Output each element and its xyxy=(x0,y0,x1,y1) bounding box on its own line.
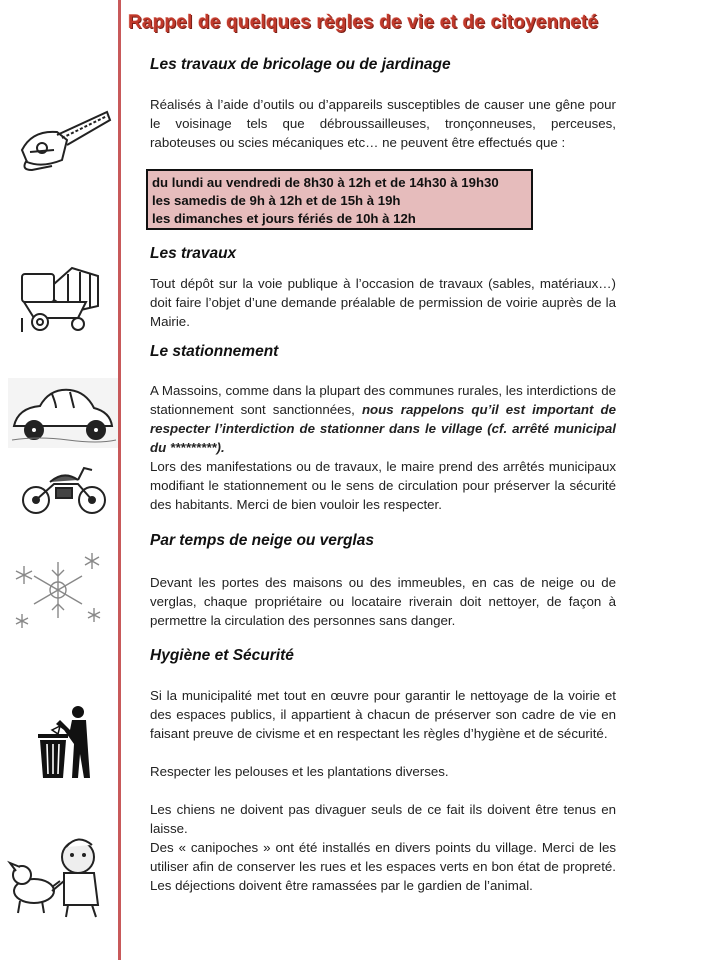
heading-stationnement: Le stationnement xyxy=(150,343,279,360)
paragraph: Tout dépôt sur la voie publique à l’occasion de travaux (sables, matériaux…) doit faire l’objet d’une demande préalable de permission de voirie auprès de la Mairie. xyxy=(150,276,616,329)
paragraph: Les chiens ne doivent pas divaguer seuls de ce fait ils doivent être tenus en laisse. xyxy=(150,802,616,836)
heading-hygiene: Hygiène et Sécurité xyxy=(150,647,294,664)
text-emphasis: nous rappelons qu’il est important de respecter l’interdiction de stationner dans le village (cf. arrêté municipal du *********). xyxy=(150,402,616,455)
cement-mixer-icon xyxy=(16,262,106,337)
heading-travaux: Les travaux xyxy=(150,245,237,262)
hours-weekdays: du lundi au vendredi de 8h30 à 12h et de 14h30 à 19h30 xyxy=(152,175,499,190)
car-icon xyxy=(8,378,118,448)
paragraph: Des « canipoches » ont été installés en divers points du village. Merci de les utiliser afin de conserver les rues et les espaces verts en bon état de propreté. Les déjections doivent être ramassées par le gardien de l’animal. xyxy=(150,840,616,893)
paragraph: Lors des manifestations ou de travaux, le maire prend des arrêtés municipaux modifiant le stationnement ou le sens de circulation pour préserver la sécurité des habitants. Merci de bien vouloir les respecter. xyxy=(150,459,616,512)
text-neige xyxy=(150,573,616,630)
paragraph: Respecter les pelouses et les plantations diverses. xyxy=(150,764,449,779)
page-title: Rappel de quelques règles de vie et de citoyenneté xyxy=(128,12,599,33)
paragraph: Devant les portes des maisons ou des immeubles, en cas de neige ou de verglas, chaque propriétaire ou locataire riverain doit nettoyer, de façon à permettre la circulation des personnes sans danger. xyxy=(150,575,616,628)
text-travaux xyxy=(150,274,616,331)
snowflakes-icon xyxy=(10,545,105,635)
hours-saturdays: les samedis de 9h à 12h et de 15h à 19h xyxy=(152,193,401,208)
dog-boy-icon xyxy=(6,835,111,920)
heading-bricolage: Les travaux de bricolage ou de jardinage xyxy=(150,56,451,73)
margin-rule xyxy=(118,0,121,960)
hours-box xyxy=(146,169,533,230)
paragraph: Si la municipalité met tout en œuvre pour garantir le nettoyage de la voirie et des espaces publics, il appartient à chacun de préserver son cadre de vie en faisant preuve de civisme et en respectant les règles d’hygiène et de sécurité. xyxy=(150,688,616,741)
motorcycle-icon xyxy=(20,462,108,518)
hours-sundays: les dimanches et jours fériés de 10h à 12h xyxy=(152,211,416,226)
text-bricolage xyxy=(150,95,616,152)
paragraph: Réalisés à l’aide d’outils ou d’appareils susceptibles de causer une gêne pour le voisinage tels que débroussailleuses, tronçonneuses, perceuses, raboteuses ou scies mécaniques etc… ne peuvent être effectués que : xyxy=(150,97,616,150)
chainsaw-icon xyxy=(12,100,112,175)
heading-neige: Par temps de neige ou verglas xyxy=(150,532,374,549)
text-stationnement xyxy=(150,381,616,514)
paragraph xyxy=(150,381,616,457)
trash-bin-icon xyxy=(34,704,98,780)
text-normal: A Massoins, comme dans la plupart des communes rurales, les interdictions de stationnement sont sanctionnées, xyxy=(150,383,616,417)
text-hygiene xyxy=(150,686,616,895)
